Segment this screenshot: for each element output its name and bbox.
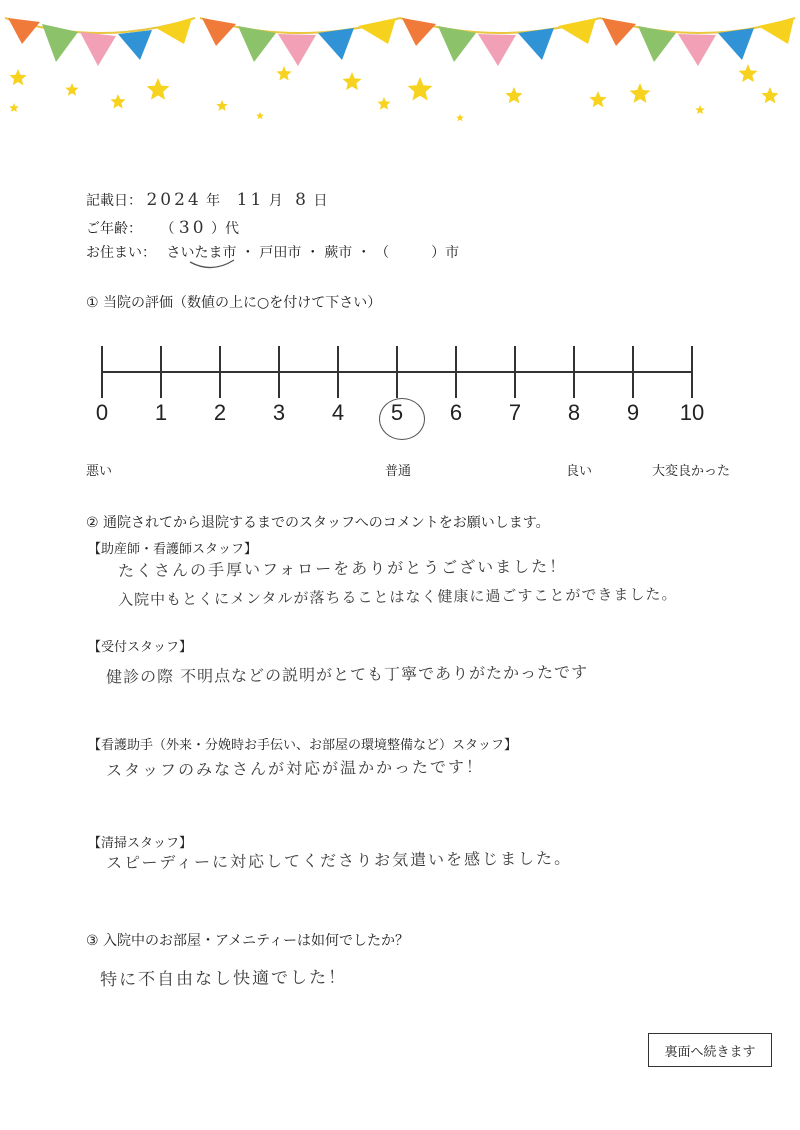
record-month-value: 11 <box>236 190 265 210</box>
q1-heading: ① 当院の評価（数値の上に○を付けて下さい） <box>86 295 382 311</box>
assistant-comment: スタッフのみなさんが対応が温かかったです！ <box>105 757 485 780</box>
midwife-comment-line2: 入院中もとくにメンタルが落ちることはなく健康に過ごすことができました。 <box>117 585 678 609</box>
scale-label-good: 良い <box>566 464 593 479</box>
star-icon <box>9 69 26 85</box>
reception-heading: 【受付スタッフ】 <box>88 640 193 655</box>
bunting-decoration <box>0 0 800 140</box>
scale-tick-label: 3 <box>272 400 286 425</box>
q2-heading: ② 通院されてから退院するまでのスタッフへのコメントをお願いします。 <box>86 515 550 531</box>
scale-label-bad: 悪い <box>86 464 113 479</box>
record-date-label: 記載日： <box>86 193 142 209</box>
star-icon <box>110 94 125 109</box>
star-icon <box>695 105 705 114</box>
residence-row <box>86 242 459 262</box>
record-day-unit: 日 <box>313 193 328 209</box>
q3-comment: 特に不自由なし快適でした！ <box>99 967 348 991</box>
scale-tick-label: 7 <box>508 400 522 425</box>
record-day-value: 8 <box>295 190 309 210</box>
star-icon <box>343 72 362 90</box>
age-value: 30 <box>178 218 207 238</box>
scale-label-normal: 普通 <box>385 464 412 479</box>
scale-tick-label: 4 <box>331 400 345 425</box>
age-label: ご年齢： <box>86 221 142 237</box>
record-year-value: 2024 <box>146 190 202 210</box>
record-year-unit: 年 <box>206 193 221 209</box>
record-month-unit: 月 <box>268 193 283 209</box>
reception-comment: 健診の際 不明点などの説明がとても丁寧でありがたかったです <box>105 662 589 687</box>
scale-tick-label: 0 <box>95 400 109 425</box>
bunting-flags <box>8 18 794 66</box>
star-icons <box>9 64 778 121</box>
star-icon <box>65 83 78 96</box>
star-icon <box>761 87 778 103</box>
bunting-string <box>5 18 795 33</box>
scale-tick-label: 2 <box>213 400 227 425</box>
residence-options: さいたま市 ・ 戸田市 ・ 蕨市 ・ （ ）市 <box>166 245 460 261</box>
age-row <box>86 218 239 238</box>
scale-tick-label: 10 <box>679 400 705 425</box>
rating-circle-mark <box>379 398 425 440</box>
midwife-comment-line1: たくさんの手厚いフォローをありがとうございました！ <box>117 556 568 581</box>
star-icon <box>256 112 264 119</box>
residence-circle-mark <box>188 252 238 272</box>
midwife-heading: 【助産師・看護師スタッフ】 <box>88 542 258 557</box>
star-icon <box>9 103 19 112</box>
cleaning-heading: 【清掃スタッフ】 <box>88 836 193 851</box>
assistant-heading: 【看護助手（外来・分娩時お手伝い、お部屋の環境整備など）スタッフ】 <box>88 738 518 753</box>
scale-tick-label: 8 <box>567 400 581 425</box>
age-open-paren: （ <box>160 221 175 237</box>
star-icon <box>408 77 433 101</box>
scale-tick-label: 6 <box>449 400 463 425</box>
continue-on-back-box: 裏面へ続きます <box>648 1033 772 1067</box>
star-icon <box>276 66 291 81</box>
scale-label-great: 大変良かった <box>652 464 731 479</box>
cleaning-comment: スピーディーに対応してくださりお気遣いを感じました。 <box>105 848 573 873</box>
star-icon <box>377 97 390 110</box>
q3-heading: ③ 入院中のお部屋・アメニティーは如何でしたか？ <box>86 933 410 949</box>
star-icon <box>505 87 522 103</box>
scale-tick-label: 9 <box>626 400 640 425</box>
star-icon <box>147 78 170 100</box>
star-icon <box>216 100 227 111</box>
star-icon <box>630 83 651 103</box>
star-icon <box>739 64 758 82</box>
scale-tick-label: 5 <box>390 400 404 425</box>
residence-label: お住まい： <box>86 245 156 261</box>
star-icon <box>456 114 464 121</box>
star-icon <box>589 91 606 107</box>
record-date-row <box>86 190 327 210</box>
scale-tick-label: 1 <box>154 400 168 425</box>
age-close-paren: ）代 <box>211 221 239 237</box>
